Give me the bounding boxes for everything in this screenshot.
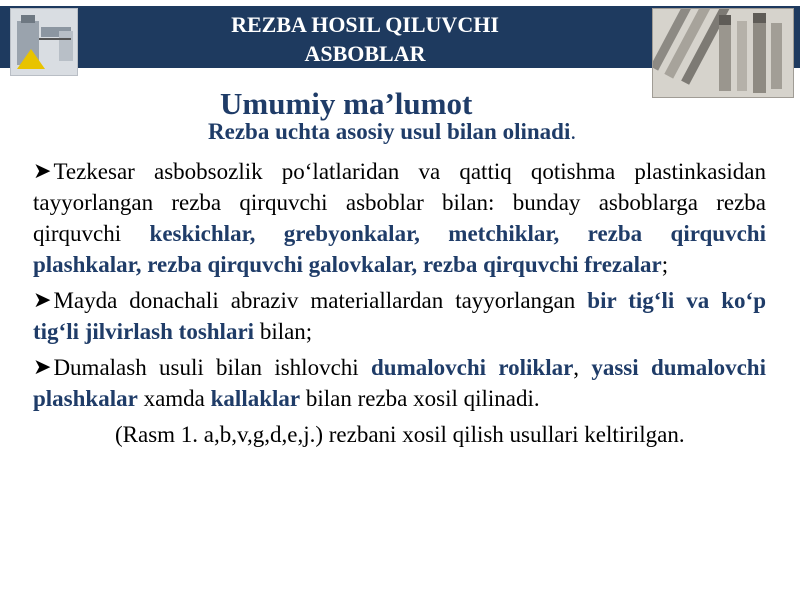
header-title-line1: REZBA HOSIL QILUVCHI — [231, 12, 499, 37]
bullet-end: bilan; — [254, 319, 313, 344]
bullet-highlight: dumalovchi roliklar — [371, 355, 574, 380]
figure-note: (Rasm 1. a,b,v,g,d,e,j.) rezbani xosil qilish usullari keltirilgan. — [115, 422, 685, 447]
arrow-bullet-icon: ➤ — [33, 354, 52, 379]
bullet-text: Mayda donachali abraziv materiallardan tayyorlangan — [53, 288, 588, 313]
lead-sentence-bold: Rezba uchta asosiy usul bilan olinadi — [208, 119, 571, 144]
lead-sentence — [208, 119, 576, 145]
arrow-bullet-icon: ➤ — [33, 287, 52, 312]
bullet-highlight: yassi dumalovchi plashkalar — [33, 355, 766, 411]
bullet-text: xamda — [137, 386, 211, 411]
bullet-highlight: bir tig‘li va ko‘p tig‘li jilvirlash toshlari — [33, 288, 766, 344]
bullet-end: bilan rezba xosil qilinadi. — [300, 386, 540, 411]
bullet-item — [33, 352, 766, 414]
bullet-item — [33, 285, 766, 347]
bullet-text: , — [573, 355, 592, 380]
bullet-highlight: kallaklar — [210, 386, 301, 411]
header — [0, 0, 800, 82]
arrow-bullet-icon: ➤ — [33, 158, 52, 183]
section-subtitle: Umumiy ma’lumot — [220, 86, 473, 121]
main-content — [33, 156, 766, 450]
bullet-highlight: keskichlar, grebyonkalar, metchiklar, rezba qirquvchi plashkalar, rezba qirquvchi galovkalar, rezba qirquvchi frezalar — [33, 221, 766, 277]
tool-logo-icon — [10, 8, 78, 76]
lead-sentence-end: . — [570, 119, 577, 144]
header-title-line2: ASBOBLAR — [304, 41, 426, 66]
header-title — [190, 10, 540, 68]
thread-tools-photo — [652, 8, 794, 98]
bullet-text: Dumalash usuli bilan ishlovchi — [53, 355, 371, 380]
bullet-text: Tezkesar asbobsozlik po‘latlaridan va qattiq qotishma plastinkasidan tayyorlangan rezba qirquvchi asboblar bilan: bunday asboblarga rezba qirquvchi — [33, 159, 766, 246]
bullet-end: ; — [661, 252, 669, 277]
bullet-item — [33, 156, 766, 280]
